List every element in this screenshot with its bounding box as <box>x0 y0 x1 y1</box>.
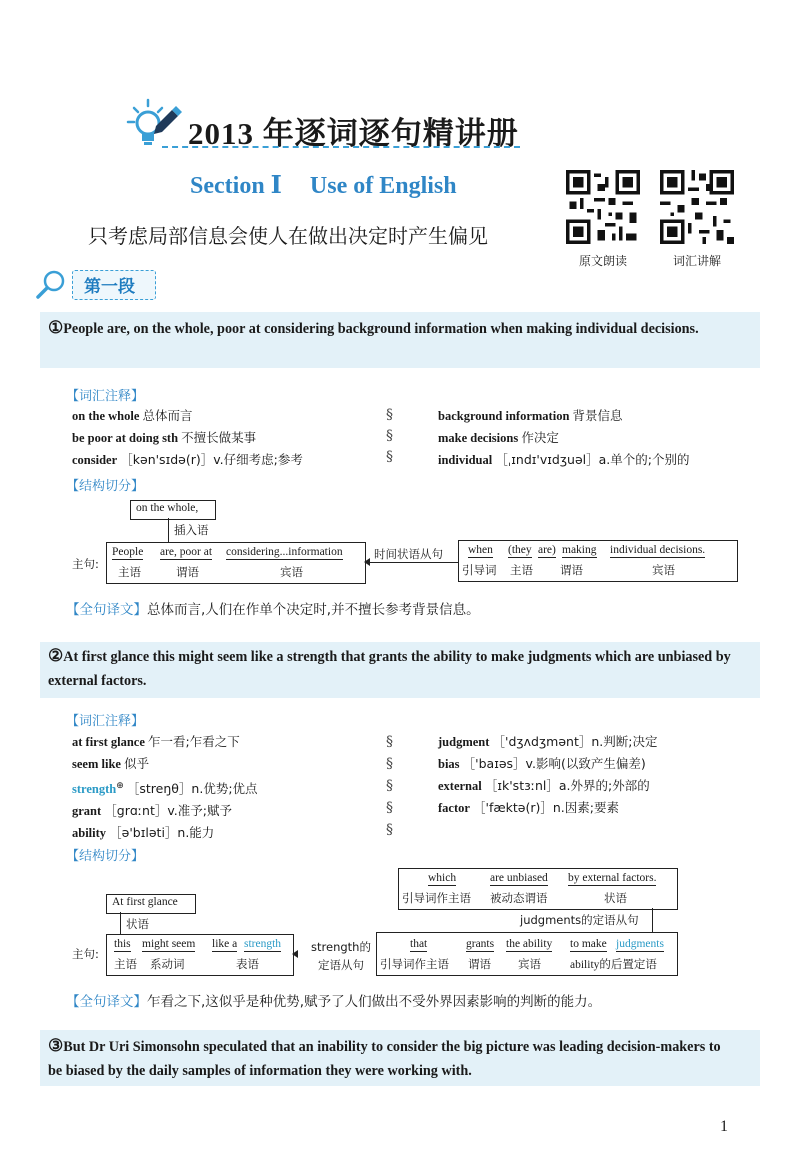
role-label: 被动态谓语 <box>490 891 548 905</box>
clause-word: are unbiased <box>490 872 548 884</box>
translation-label: 【全句译文】 <box>66 602 147 618</box>
main-word: People <box>112 546 144 558</box>
vocab-item: external ［ɪk'stɜːnl］a.外界的;外部的 <box>438 778 650 793</box>
vocab-item: at first glance 乍一看;乍看之下 <box>72 734 240 749</box>
adverbial-label: 状语 <box>126 917 149 931</box>
role-label: 表语 <box>236 957 259 971</box>
main-word: might seem <box>142 938 196 950</box>
qr-label-reading: 原文朗读 <box>578 254 627 268</box>
section-number: Section Ⅰ <box>190 173 282 199</box>
clause-word: that <box>410 938 428 950</box>
vocab-item: ability ［ə'bɪləti］n.能力 <box>72 825 215 841</box>
role-label: 宾语 <box>280 565 303 579</box>
structure-label: 【结构切分】 <box>66 849 145 864</box>
title-underline <box>162 146 520 148</box>
vocab-item: individual ［ˌɪndɪ'vɪdʒuəl］a.单个的;个别的 <box>438 452 690 467</box>
clause-word-highlight: judgments <box>616 938 664 950</box>
vocab-list-right <box>438 731 657 819</box>
role-label: 主语 <box>114 957 137 971</box>
vocab-item: make decisions 作决定 <box>438 430 559 445</box>
translation-text: 乍看之下,这似乎是种优势,赋予了人们做出不受外界因素影响的判断的能力。 <box>147 994 602 1010</box>
insert-label: 插入语 <box>174 523 209 537</box>
vocab-item: judgment ［'dʒʌdʒmənt］n.判断;决定 <box>438 734 658 749</box>
clause-word: making <box>562 544 597 556</box>
translation-2 <box>66 990 601 1010</box>
clause-word: individual decisions. <box>610 544 706 556</box>
vocab-label: 【词汇注释】 <box>66 389 145 404</box>
sentence-number: ① <box>48 318 64 337</box>
vocab-item: background information 背景信息 <box>438 408 623 423</box>
role-label: 状语 <box>604 891 627 905</box>
lightbulb-pencil-icon <box>126 96 182 152</box>
main-word-highlight: strength <box>244 938 282 950</box>
vocab-item: bias ［'baɪəs］v.影响(以致产生偏差) <box>438 756 646 771</box>
sentence-number: ③ <box>48 1036 64 1055</box>
structure-label: 【结构切分】 <box>66 479 145 494</box>
translation-label: 【全句译文】 <box>66 994 147 1010</box>
sentence-2 <box>48 644 738 693</box>
role-label: 主语 <box>510 563 533 577</box>
magnifier-icon <box>34 268 68 302</box>
role-label: 宾语 <box>652 563 675 577</box>
qr-code-icon <box>566 170 640 244</box>
role-label: 系动词 <box>150 957 185 971</box>
role-label: 主语 <box>118 565 141 579</box>
vocab-list-left <box>72 405 303 471</box>
sentence-text: But Dr Uri Simonsohn speculated that an inability to consider the big picture was leading decision-makers to be biased by the daily samples of information they were working with. <box>48 1039 721 1079</box>
insert-phrase: on the whole, <box>136 502 199 514</box>
paragraph-heading: 第一段 <box>84 277 135 297</box>
sentence-1 <box>48 316 738 341</box>
arrow-head <box>364 558 370 566</box>
vocab-divider: § § § <box>386 407 393 465</box>
role-label: 谓语 <box>176 565 199 579</box>
role-label: ability的后置定语 <box>570 959 657 971</box>
vocab-item: grant ［grɑːnt］v.准予;赋予 <box>72 803 232 819</box>
vocab-list-left <box>72 731 258 844</box>
role-label: 引导词 <box>462 563 497 577</box>
vocab-item: on the whole 总体而言 <box>72 408 193 423</box>
main-clause-label: 主句: <box>72 947 99 961</box>
key-word-icon: ⊕ <box>116 781 124 791</box>
clause-word: which <box>428 872 457 884</box>
clause-word: grants <box>466 938 495 950</box>
role-label: 引导词作主语 <box>402 891 471 905</box>
main-word: like a <box>212 938 238 950</box>
sentence-text: People are, on the whole, poor at considering background information when making individual decisions. <box>63 321 699 337</box>
page-number: 1 <box>720 1118 728 1135</box>
vocab-label: 【词汇注释】 <box>66 714 145 729</box>
clause-link-label: judgments的定语从句 <box>520 913 639 927</box>
sentence-3 <box>48 1034 738 1083</box>
clause-word: the ability <box>506 938 553 950</box>
sentence-number: ② <box>48 646 64 665</box>
clause-link-label: 时间状语从句 <box>374 547 443 561</box>
vocab-item: be poor at doing sth 不擅长做某事 <box>72 430 257 445</box>
adverbial-phrase: At first glance <box>112 896 178 908</box>
role-label: 引导词作主语 <box>380 957 449 971</box>
clause-word: by external factors. <box>568 872 657 884</box>
translation-text: 总体而言,人们在作单个决定时,并不擅长参考背景信息。 <box>147 602 480 618</box>
vocab-item: factor ［'fæktə(r)］n.因素;要素 <box>438 800 619 815</box>
vocab-divider: § § § § § <box>386 734 393 838</box>
qr-code-reading[interactable] <box>566 170 648 269</box>
role-label: 宾语 <box>518 957 541 971</box>
qr-code-icon <box>660 170 734 244</box>
arrow-line <box>652 908 653 932</box>
main-word: considering...information <box>226 546 343 558</box>
clause-word: to make <box>570 938 607 950</box>
arrow-line <box>368 562 458 563</box>
role-label: 谓语 <box>560 563 583 577</box>
main-clause-label: 主句: <box>72 557 99 571</box>
arrow-down <box>120 912 121 934</box>
qr-label-vocab: 词汇讲解 <box>672 254 721 268</box>
translation-1 <box>66 598 480 618</box>
sentence-text: At first glance this might seem like a strength that grants the ability to make judgments which are unbiased by external factors. <box>48 649 731 689</box>
main-word: are, poor at <box>160 546 213 558</box>
section-name: Use of English <box>309 173 457 199</box>
vocab-list-right <box>438 405 689 471</box>
section-subtitle: 只考虑局部信息会使人在做出决定时产生偏见 <box>88 224 488 248</box>
vocab-item: strength⊕ ［streŋθ］n.优势;优点 <box>72 781 258 797</box>
section-title <box>190 170 457 200</box>
main-word: this <box>114 938 131 950</box>
qr-code-vocab[interactable] <box>660 170 742 269</box>
clause-link-label: strength的定语从句 <box>311 940 371 972</box>
clause-word: are) <box>538 544 556 556</box>
book-title: 2013 年逐词逐句精讲册 <box>188 116 519 151</box>
vocab-item: seem like 似乎 <box>72 756 150 771</box>
clause-word: (they <box>508 544 532 556</box>
clause-word: when <box>468 544 493 556</box>
vocab-item: consider ［kən'sɪdə(r)］v.仔细考虑;参考 <box>72 452 303 467</box>
role-label: 谓语 <box>468 957 491 971</box>
arrow-down <box>168 518 169 542</box>
